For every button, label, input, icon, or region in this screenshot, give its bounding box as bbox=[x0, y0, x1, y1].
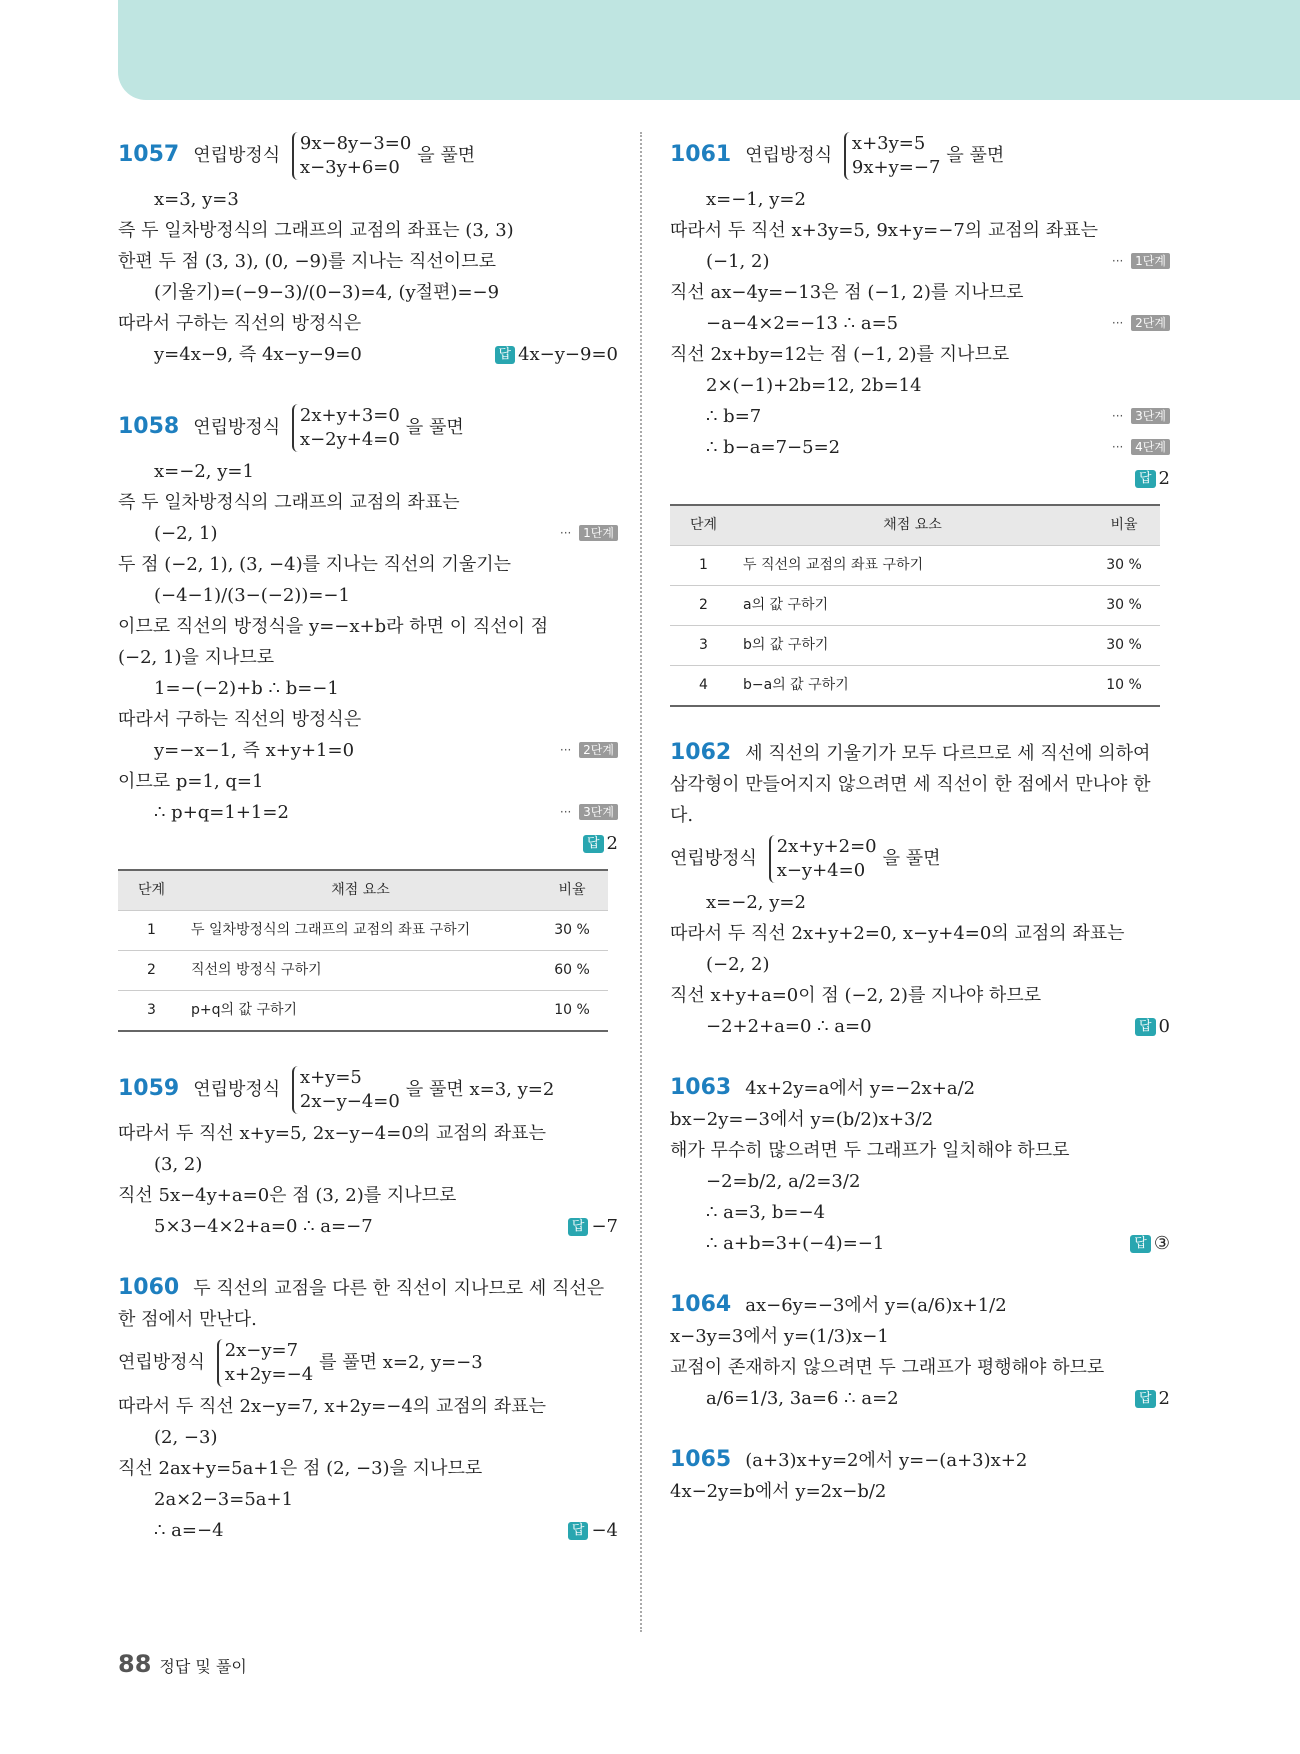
problem-number: 1059 bbox=[118, 1076, 180, 1101]
td: 3 bbox=[670, 626, 737, 666]
answer-label: 답 bbox=[1135, 1018, 1156, 1036]
line: 2a×2−3=5a+1 bbox=[154, 1489, 294, 1510]
equation-system bbox=[217, 1339, 313, 1387]
line: 5×3−4×2+a=0 ∴ a=−7 bbox=[154, 1216, 373, 1237]
line: 직선 2ax+y=5a+1은 점 (2, −3)을 지나므로 bbox=[118, 1458, 483, 1479]
line: 따라서 구하는 직선의 방정식은 bbox=[118, 313, 362, 334]
intro: 연립방정식 bbox=[193, 145, 281, 166]
footer-title: 정답 및 풀이 bbox=[159, 1657, 247, 1676]
problem-1064 bbox=[670, 1289, 1170, 1414]
eq2: 9x+y=−7 bbox=[851, 157, 941, 178]
line: 직선 ax−4y=−13은 점 (−1, 2)를 지나므로 bbox=[670, 282, 1024, 303]
line: (−4−1)/(3−(−2))=−1 bbox=[154, 585, 350, 606]
line: ∴ a+b=3+(−4)=−1 bbox=[706, 1233, 885, 1254]
answer-label: 답 bbox=[1130, 1235, 1151, 1253]
grading-table bbox=[670, 504, 1160, 707]
line: 따라서 두 직선 x+3y=5, 9x+y=−7의 교점의 좌표는 bbox=[670, 220, 1098, 241]
problem-1061 bbox=[670, 128, 1170, 707]
eq1: x+y=5 bbox=[299, 1067, 362, 1088]
equation-system bbox=[844, 132, 940, 180]
line: 1=−(−2)+b ∴ b=−1 bbox=[154, 678, 339, 699]
th: 비율 bbox=[1088, 505, 1160, 546]
line: x=−2, y=1 bbox=[154, 461, 254, 482]
answer-value: 2 bbox=[606, 833, 618, 854]
solve: 을 풀면 x=3, y=2 bbox=[405, 1079, 555, 1100]
answer-value: 2 bbox=[1158, 468, 1170, 489]
equation-system bbox=[292, 404, 400, 452]
problem-number: 1060 bbox=[118, 1275, 180, 1300]
line: −2+2+a=0 ∴ a=0 bbox=[706, 1016, 872, 1037]
problem-1060 bbox=[118, 1272, 618, 1546]
line: 삼각형이 만들어지지 않으려면 세 직선이 한 점에서 만나야 한다. bbox=[670, 774, 1151, 826]
problem-number: 1058 bbox=[118, 414, 180, 439]
line: 이므로 직선의 방정식을 y=−x+b라 하면 이 직선이 점 bbox=[118, 616, 549, 637]
eq2: x−2y+4=0 bbox=[299, 429, 400, 450]
line: y=−x−1, 즉 x+y+1=0 bbox=[154, 740, 355, 761]
line: 한 점에서 만난다. bbox=[118, 1309, 257, 1330]
problem-number: 1062 bbox=[670, 740, 732, 765]
step-label: 1단계 bbox=[579, 525, 618, 541]
line: ∴ b=7 bbox=[706, 406, 762, 427]
problem-number: 1057 bbox=[118, 142, 180, 167]
intro: 연립방정식 bbox=[745, 145, 833, 166]
line: ∴ a=−4 bbox=[154, 1520, 224, 1541]
line: 한편 두 점 (3, 3), (0, −9)를 지나는 직선이므로 bbox=[118, 251, 496, 272]
intro: 연립방정식 bbox=[193, 417, 281, 438]
problem-number: 1063 bbox=[670, 1075, 732, 1100]
header-banner bbox=[118, 0, 1300, 100]
line: 교점이 존재하지 않으려면 두 그래프가 평행해야 하므로 bbox=[670, 1357, 1105, 1378]
td: 4 bbox=[670, 666, 737, 707]
answer bbox=[495, 339, 619, 370]
answer-label: 답 bbox=[1135, 470, 1156, 488]
line: x=−2, y=2 bbox=[706, 892, 806, 913]
problem-1057 bbox=[118, 128, 618, 370]
line: (−2, 1) bbox=[154, 523, 218, 544]
line: x−3y=3에서 y=(1/3)x−1 bbox=[670, 1326, 889, 1347]
td: 30 % bbox=[536, 911, 608, 951]
intro: 연립방정식 bbox=[118, 1352, 205, 1373]
step-badge: ··· 3단계 bbox=[560, 797, 618, 828]
line: −2=b/2, a/2=3/2 bbox=[706, 1171, 861, 1192]
solve: 을 풀면 bbox=[417, 145, 476, 166]
line: 4x−2y=b에서 y=2x−b/2 bbox=[670, 1481, 887, 1502]
line: a/6=1/3, 3a=6 ∴ a=2 bbox=[706, 1388, 899, 1409]
text: 4x+2y=a에서 y=−2x+a/2 bbox=[745, 1078, 976, 1099]
step-badge: ··· 1단계 bbox=[560, 518, 618, 549]
solve: 을 풀면 bbox=[405, 417, 464, 438]
line: 따라서 두 직선 x+y=5, 2x−y−4=0의 교점의 좌표는 bbox=[118, 1123, 546, 1144]
answer bbox=[1135, 1011, 1170, 1042]
eq2: x+2y=−4 bbox=[224, 1364, 314, 1385]
line: 따라서 두 직선 2x+y+2=0, x−y+4=0의 교점의 좌표는 bbox=[670, 923, 1125, 944]
text: ax−6y=−3에서 y=(a/6)x+1/2 bbox=[745, 1295, 1007, 1316]
problem-1058 bbox=[118, 400, 618, 1032]
eq2: 2x−y−4=0 bbox=[299, 1091, 400, 1112]
line: 즉 두 일차방정식의 그래프의 교점의 좌표는 bbox=[118, 492, 460, 513]
td: 30 % bbox=[1088, 626, 1160, 666]
td: 30 % bbox=[1088, 546, 1160, 586]
intro: 연립방정식 bbox=[193, 1079, 281, 1100]
td: a의 값 구하기 bbox=[737, 586, 1088, 626]
line: (−2, 2) bbox=[706, 954, 770, 975]
equation-system bbox=[769, 835, 877, 883]
line: ∴ a=3, b=−4 bbox=[706, 1202, 826, 1223]
solve: 을 풀면 bbox=[946, 145, 1005, 166]
line: 직선 2x+by=12는 점 (−1, 2)를 지나므로 bbox=[670, 344, 1010, 365]
eq2: x−y+4=0 bbox=[776, 860, 866, 881]
intro: 연립방정식 bbox=[670, 848, 757, 869]
line: (3, 2) bbox=[154, 1154, 203, 1175]
answer-value: −7 bbox=[591, 1216, 618, 1237]
step-label: 1단계 bbox=[1131, 253, 1170, 269]
td: 2 bbox=[670, 586, 737, 626]
problem-1062 bbox=[670, 737, 1170, 1042]
td: 30 % bbox=[1088, 586, 1160, 626]
line: 이므로 p=1, q=1 bbox=[118, 771, 264, 792]
answer-label: 답 bbox=[1135, 1390, 1156, 1408]
step-label: 2단계 bbox=[579, 742, 618, 758]
solve: 을 풀면 bbox=[882, 848, 941, 869]
td: p+q의 값 구하기 bbox=[185, 991, 536, 1032]
td: 10 % bbox=[536, 991, 608, 1032]
answer bbox=[568, 1211, 618, 1242]
problem-number: 1061 bbox=[670, 142, 732, 167]
line: 직선 5x−4y+a=0은 점 (3, 2)를 지나므로 bbox=[118, 1185, 457, 1206]
td: 1 bbox=[670, 546, 737, 586]
line: 따라서 두 직선 2x−y=7, x+2y=−4의 교점의 좌표는 bbox=[118, 1396, 546, 1417]
answer-value: 2 bbox=[1158, 1388, 1170, 1409]
eq1: x+3y=5 bbox=[851, 133, 926, 154]
step-label: 4단계 bbox=[1131, 439, 1170, 455]
answer-label: 답 bbox=[495, 346, 516, 364]
td: 두 직선의 교점의 좌표 구하기 bbox=[737, 546, 1088, 586]
page-footer bbox=[118, 1650, 247, 1678]
step-badge: ··· 4단계 bbox=[1112, 432, 1170, 463]
line: (2, −3) bbox=[154, 1427, 218, 1448]
column-divider bbox=[640, 132, 642, 1632]
solve: 를 풀면 x=2, y=−3 bbox=[319, 1352, 483, 1373]
line: x=−1, y=2 bbox=[706, 189, 806, 210]
line: −a−4×2=−13 ∴ a=5 bbox=[706, 313, 899, 334]
step-badge: ··· 3단계 bbox=[1112, 401, 1170, 432]
td: 60 % bbox=[536, 951, 608, 991]
line: ∴ p+q=1+1=2 bbox=[154, 802, 289, 823]
td: 3 bbox=[118, 991, 185, 1032]
problem-number: 1064 bbox=[670, 1292, 732, 1317]
th: 채점 요소 bbox=[185, 870, 536, 911]
answer-label: 답 bbox=[568, 1218, 589, 1236]
equation-system bbox=[292, 1066, 400, 1114]
answer bbox=[568, 1515, 618, 1546]
step-label: 2단계 bbox=[1131, 315, 1170, 331]
step-label: 3단계 bbox=[579, 804, 618, 820]
line: y=4x−9, 즉 4x−y−9=0 bbox=[154, 344, 362, 365]
answer-value: −4 bbox=[591, 1520, 618, 1541]
line: x=3, y=3 bbox=[154, 189, 239, 210]
step-badge: ··· 2단계 bbox=[1112, 308, 1170, 339]
left-column bbox=[118, 128, 618, 1576]
eq1: 2x+y+2=0 bbox=[776, 836, 877, 857]
th: 단계 bbox=[670, 505, 737, 546]
answer-value: 4x−y−9=0 bbox=[518, 344, 618, 365]
answer-value: ③ bbox=[1153, 1233, 1170, 1254]
eq1: 2x−y=7 bbox=[224, 1340, 299, 1361]
text: 두 직선의 교점을 다른 한 직선이 지나므로 세 직선은 bbox=[193, 1278, 605, 1299]
line: 두 점 (−2, 1), (3, −4)를 지나는 직선의 기울기는 bbox=[118, 554, 512, 575]
line: 해가 무수히 많으려면 두 그래프가 일치해야 하므로 bbox=[670, 1140, 1070, 1161]
right-column bbox=[670, 128, 1170, 1537]
answer-label: 답 bbox=[568, 1522, 589, 1540]
answer-label: 답 bbox=[583, 835, 604, 853]
td: 두 일차방정식의 그래프의 교점의 좌표 구하기 bbox=[185, 911, 536, 951]
td: b의 값 구하기 bbox=[737, 626, 1088, 666]
line: ∴ b−a=7−5=2 bbox=[706, 437, 841, 458]
step-badge: ··· 1단계 bbox=[1112, 246, 1170, 277]
problem-1063 bbox=[670, 1072, 1170, 1259]
answer bbox=[1130, 1228, 1170, 1259]
page-number: 88 bbox=[118, 1650, 152, 1678]
th: 채점 요소 bbox=[737, 505, 1088, 546]
problem-number: 1065 bbox=[670, 1447, 732, 1472]
text: (a+3)x+y=2에서 y=−(a+3)x+2 bbox=[745, 1450, 1028, 1471]
answer bbox=[1135, 1383, 1170, 1414]
th: 단계 bbox=[118, 870, 185, 911]
td: 1 bbox=[118, 911, 185, 951]
line: 즉 두 일차방정식의 그래프의 교점의 좌표는 (3, 3) bbox=[118, 220, 514, 241]
line: bx−2y=−3에서 y=(b/2)x+3/2 bbox=[670, 1109, 934, 1130]
td: 직선의 방정식 구하기 bbox=[185, 951, 536, 991]
line: 직선 x+y+a=0이 점 (−2, 2)를 지나야 하므로 bbox=[670, 985, 1042, 1006]
eq1: 9x−8y−3=0 bbox=[299, 133, 412, 154]
text: 세 직선의 기울기가 모두 다르므로 세 직선에 의하여 bbox=[745, 743, 1151, 764]
grading-table bbox=[118, 869, 608, 1032]
td: 10 % bbox=[1088, 666, 1160, 707]
line: (−1, 2) bbox=[706, 251, 770, 272]
eq1: 2x+y+3=0 bbox=[299, 405, 400, 426]
th: 비율 bbox=[536, 870, 608, 911]
problem-1065 bbox=[670, 1444, 1170, 1507]
problem-1059 bbox=[118, 1062, 618, 1242]
td: b−a의 값 구하기 bbox=[737, 666, 1088, 707]
line: 2×(−1)+2b=12, 2b=14 bbox=[706, 375, 922, 396]
step-label: 3단계 bbox=[1131, 408, 1170, 424]
answer-value: 0 bbox=[1158, 1016, 1170, 1037]
equation-system bbox=[292, 132, 411, 180]
eq2: x−3y+6=0 bbox=[299, 157, 400, 178]
td: 2 bbox=[118, 951, 185, 991]
line: 따라서 구하는 직선의 방정식은 bbox=[118, 709, 362, 730]
line: (기울기)=(−9−3)/(0−3)=4, (y절편)=−9 bbox=[154, 282, 500, 303]
step-badge: ··· 2단계 bbox=[560, 735, 618, 766]
line: (−2, 1)을 지나므로 bbox=[118, 647, 275, 668]
